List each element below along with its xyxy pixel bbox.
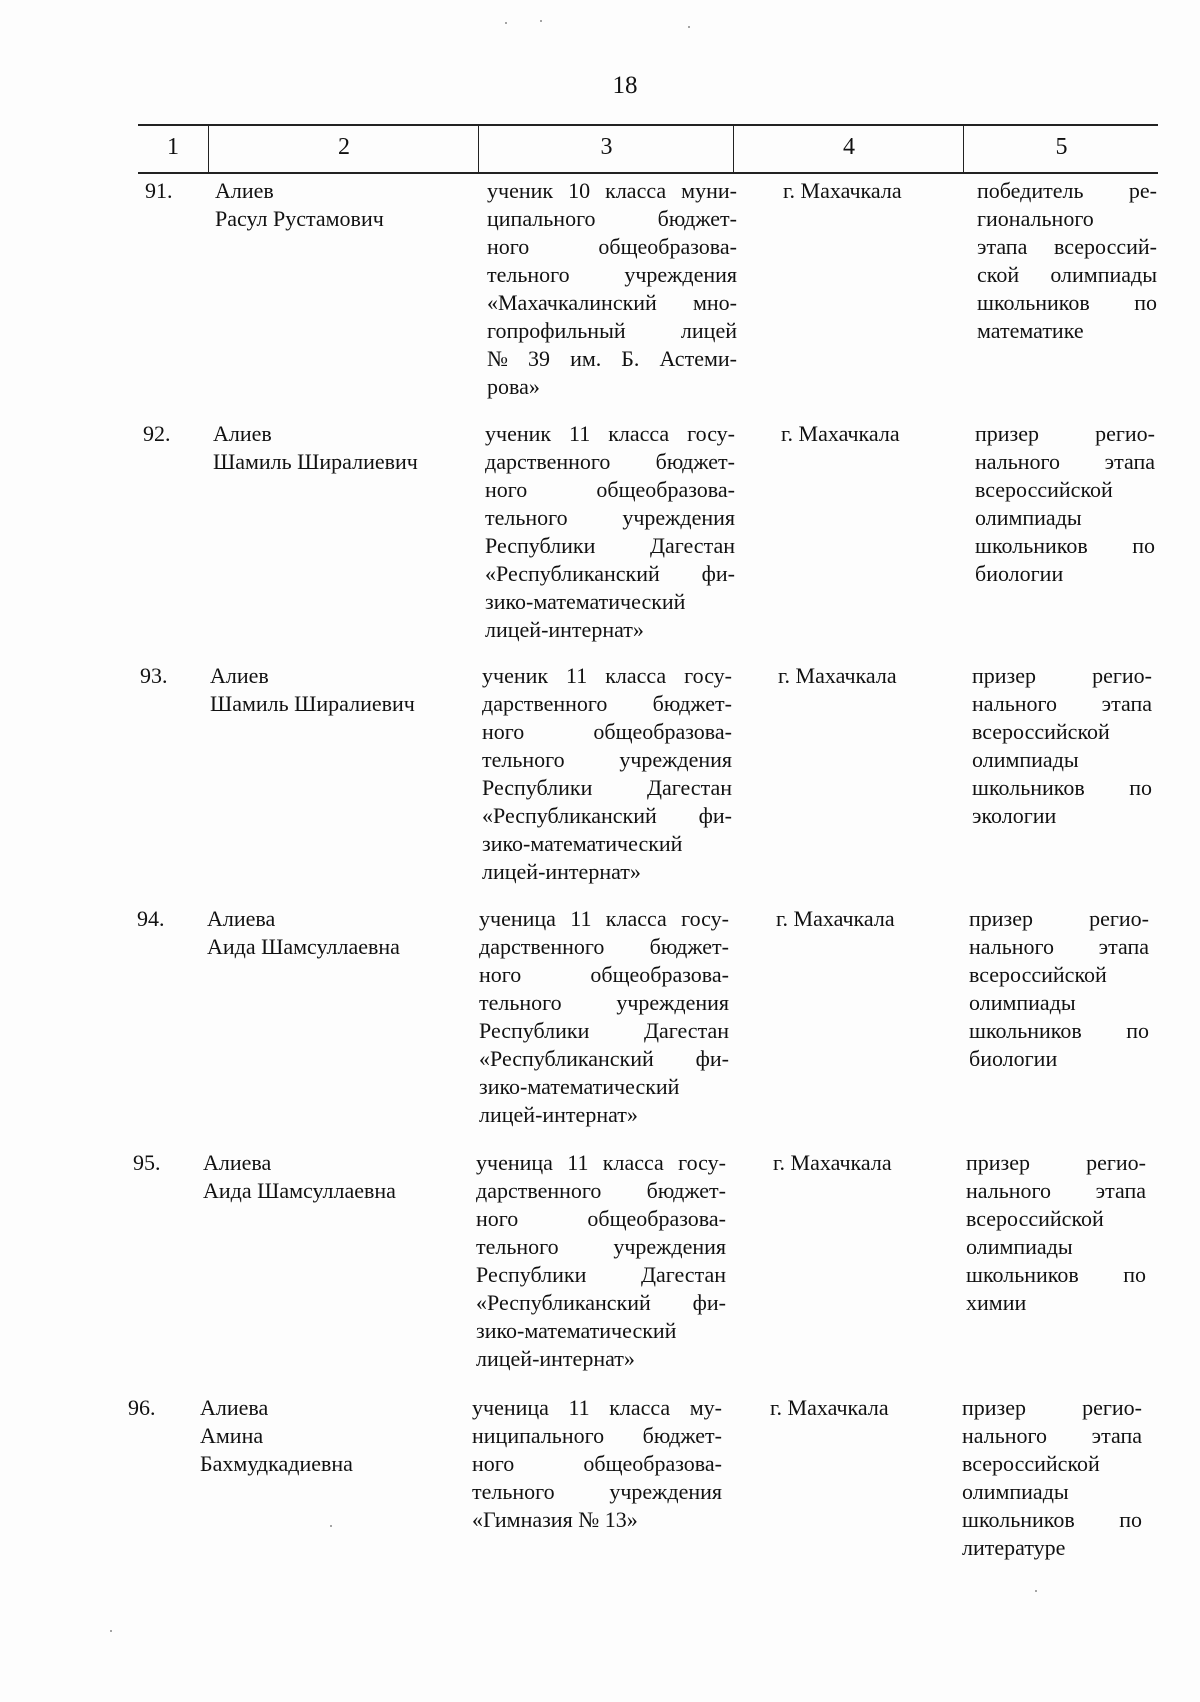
person-name xyxy=(207,905,457,961)
award-line: этапа всероссий- xyxy=(977,234,1157,259)
scan-speck xyxy=(540,20,542,22)
row-number: 92. xyxy=(143,421,171,446)
header-col-5: 5 xyxy=(963,126,1159,172)
desc-line: Республики Дагестан xyxy=(479,1018,729,1043)
award-line: олимпиады xyxy=(969,990,1076,1015)
desc-line: гопрофильный лицей xyxy=(487,318,737,343)
desc-line: ного общеобразова- xyxy=(487,234,737,259)
scan-speck xyxy=(110,1630,112,1632)
scan-speck xyxy=(505,22,507,24)
city: г. Махачкала xyxy=(781,421,900,446)
desc-line: ципального бюджет- xyxy=(487,206,737,231)
award xyxy=(969,905,1149,1073)
award-line: гионального xyxy=(977,206,1094,231)
award-line: призер регио- xyxy=(962,1395,1142,1420)
name-line: Алиева xyxy=(200,1395,269,1420)
award-line: олимпиады xyxy=(975,505,1082,530)
person-name xyxy=(210,662,460,718)
city: г. Махачкала xyxy=(770,1395,889,1420)
city: г. Махачкала xyxy=(783,178,902,203)
desc-line: зико-математический xyxy=(476,1318,677,1343)
name-line: Аида Шамсуллаевна xyxy=(207,934,400,959)
award-line: школьников по xyxy=(969,1018,1149,1043)
desc-line: ученица 11 класса госу- xyxy=(476,1150,726,1175)
desc-line: зико-математический xyxy=(482,831,683,856)
school-description xyxy=(472,1394,722,1534)
award-line: призер регио- xyxy=(975,421,1155,446)
award-line: олимпиады xyxy=(962,1479,1069,1504)
city: г. Махачкала xyxy=(773,1150,892,1175)
award-line: нального этапа xyxy=(969,934,1149,959)
award-line: нального этапа xyxy=(975,449,1155,474)
person-name xyxy=(213,420,463,476)
award-line: школьников по xyxy=(975,533,1155,558)
award-line: школьников по xyxy=(972,775,1152,800)
desc-line: № 39 им. Б. Астеми- xyxy=(487,346,737,371)
desc-line: тельного учреждения xyxy=(487,262,737,287)
award-line: нального этапа xyxy=(972,691,1152,716)
desc-line: рова» xyxy=(487,374,540,399)
city: г. Махачкала xyxy=(778,663,897,688)
desc-line: зико-математический xyxy=(485,589,686,614)
name-line: Амина xyxy=(200,1423,264,1448)
award-line: литературе xyxy=(962,1535,1066,1560)
name-line: Алиева xyxy=(207,906,276,931)
name-line: Шамиль Ширалиевич xyxy=(210,691,415,716)
award-line: всероссийской xyxy=(972,719,1110,744)
school-description xyxy=(482,662,732,886)
school-description xyxy=(479,905,729,1129)
desc-line: ного общеобразова- xyxy=(485,477,735,502)
name-line: Аида Шамсуллаевна xyxy=(203,1178,396,1203)
award-line: призер регио- xyxy=(966,1150,1146,1175)
desc-line: «Гимназия № 13» xyxy=(472,1507,638,1532)
award-line: ской олимпиады xyxy=(977,262,1157,287)
award-line: экологии xyxy=(972,803,1057,828)
school-description xyxy=(476,1149,726,1373)
name-line: Алиева xyxy=(203,1150,272,1175)
desc-line: Республики Дагестан xyxy=(485,533,735,558)
row-number: 93. xyxy=(140,663,168,688)
city: г. Махачкала xyxy=(776,906,895,931)
award-line: призер регио- xyxy=(969,906,1149,931)
desc-line: дарственного бюджет- xyxy=(476,1178,726,1203)
desc-line: лицей-интернат» xyxy=(482,859,641,884)
scan-speck xyxy=(330,1525,332,1527)
desc-line: зико-математический xyxy=(479,1074,680,1099)
desc-line: ученица 11 класса му- xyxy=(472,1395,722,1420)
award-line: нального этапа xyxy=(962,1423,1142,1448)
desc-line: ного общеобразова- xyxy=(472,1451,722,1476)
person-name xyxy=(203,1149,453,1205)
desc-line: ученик 10 класса муни- xyxy=(487,178,737,203)
desc-line: Республики Дагестан xyxy=(482,775,732,800)
desc-line: ного общеобразова- xyxy=(476,1206,726,1231)
desc-line: дарственного бюджет- xyxy=(479,934,729,959)
person-name xyxy=(200,1394,450,1478)
desc-line: тельного учреждения xyxy=(476,1234,726,1259)
award-line: всероссийской xyxy=(975,477,1113,502)
desc-line: дарственного бюджет- xyxy=(482,691,732,716)
person-name xyxy=(215,177,465,233)
award-line: всероссийской xyxy=(969,962,1107,987)
school-description xyxy=(487,177,737,401)
name-line: Алиев xyxy=(213,421,272,446)
award-line: всероссийской xyxy=(962,1451,1100,1476)
header-col-4: 4 xyxy=(733,126,964,172)
row-number: 95. xyxy=(133,1150,161,1175)
header-col-2: 2 xyxy=(208,126,479,172)
desc-line: «Республиканский фи- xyxy=(476,1290,726,1315)
name-line: Расул Рустамович xyxy=(215,206,384,231)
desc-line: ного общеобразова- xyxy=(482,719,732,744)
name-line: Бахмудкадиевна xyxy=(200,1451,353,1476)
award-line: школьников по xyxy=(977,290,1157,315)
desc-line: ученик 11 класса госу- xyxy=(482,663,732,688)
desc-line: ученик 11 класса госу- xyxy=(485,421,735,446)
award-line: олимпиады xyxy=(972,747,1079,772)
header-col-1: 1 xyxy=(167,134,179,160)
award-line: нального этапа xyxy=(966,1178,1146,1203)
desc-line: «Республиканский фи- xyxy=(482,803,732,828)
name-line: Алиев xyxy=(215,178,274,203)
table-header xyxy=(138,124,1158,174)
award-line: химии xyxy=(966,1290,1027,1315)
row-number: 96. xyxy=(128,1395,156,1420)
award-line: школьников по xyxy=(962,1507,1142,1532)
desc-line: ниципального бюджет- xyxy=(472,1423,722,1448)
desc-line: ученица 11 класса госу- xyxy=(479,906,729,931)
desc-line: дарственного бюджет- xyxy=(485,449,735,474)
award-line: математике xyxy=(977,318,1084,343)
award-line: школьников по xyxy=(966,1262,1146,1287)
name-line: Шамиль Ширалиевич xyxy=(213,449,418,474)
desc-line: Республики Дагестан xyxy=(476,1262,726,1287)
award-line: олимпиады xyxy=(966,1234,1073,1259)
scan-speck xyxy=(1035,1590,1037,1592)
header-col-3: 3 xyxy=(478,126,734,172)
award-line: победитель ре- xyxy=(977,178,1157,203)
school-description xyxy=(485,420,735,644)
award xyxy=(975,420,1155,588)
page-number: 18 xyxy=(612,72,638,99)
row-number: 94. xyxy=(137,906,165,931)
award xyxy=(962,1394,1142,1562)
desc-line: лицей-интернат» xyxy=(479,1102,638,1127)
desc-line: тельного учреждения xyxy=(485,505,735,530)
desc-line: тельного учреждения xyxy=(479,990,729,1015)
desc-line: «Республиканский фи- xyxy=(479,1046,729,1071)
scan-speck xyxy=(688,26,690,28)
award xyxy=(977,177,1157,345)
desc-line: «Республиканский фи- xyxy=(485,561,735,586)
award-line: биологии xyxy=(969,1046,1058,1071)
award-line: всероссийской xyxy=(966,1206,1104,1231)
desc-line: лицей-интернат» xyxy=(476,1346,635,1371)
desc-line: «Махачкалинский мно- xyxy=(487,290,737,315)
award-line: биологии xyxy=(975,561,1064,586)
desc-line: тельного учреждения xyxy=(482,747,732,772)
name-line: Алиев xyxy=(210,663,269,688)
award xyxy=(966,1149,1146,1317)
award xyxy=(972,662,1152,830)
desc-line: ного общеобразова- xyxy=(479,962,729,987)
desc-line: лицей-интернат» xyxy=(485,617,644,642)
desc-line: тельного учреждения xyxy=(472,1479,722,1504)
award-line: призер регио- xyxy=(972,663,1152,688)
row-number: 91. xyxy=(145,178,173,203)
